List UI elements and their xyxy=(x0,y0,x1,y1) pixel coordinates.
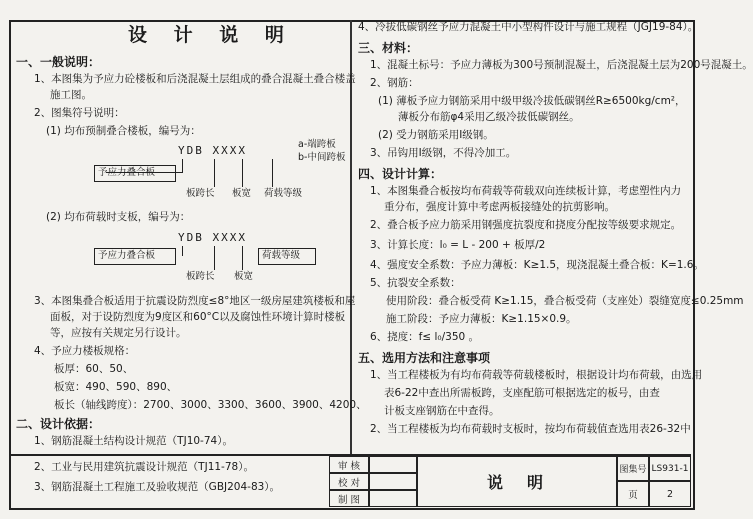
text-line: 1、当工程楼板为有均布荷载等荷载楼板时，根据设计均布荷载，由选用 xyxy=(370,369,703,381)
text-line: 3、本图集叠合板适用于抗震设防烈度≤8°地区一级房屋建筑楼板和屋 xyxy=(34,295,356,307)
code-2-label-2: 板跨长 xyxy=(186,271,215,282)
text-line: 计板支座钢筋在中查得。 xyxy=(384,405,500,417)
code-1: YDB XXXX xyxy=(178,144,247,157)
tb-draw-label: 制 图 xyxy=(329,490,369,507)
leader-line xyxy=(242,159,243,187)
code-1-label-3: 板宽 xyxy=(232,188,252,199)
code-1-a-label: a-端跨板 xyxy=(298,139,336,150)
text-line: 板长（轴线跨度）：2700、3000、3300、3600、3900、4200、 xyxy=(54,399,367,411)
text-line: (2) 受力钢筋采用Ⅰ级钢。 xyxy=(378,129,494,141)
tb-review-value xyxy=(369,456,417,473)
column-divider xyxy=(350,20,352,454)
tb-page-value: 2 xyxy=(649,481,691,507)
text-line: 施工图。 xyxy=(50,89,92,101)
code-2-label-1: 予应力叠合板 xyxy=(98,250,156,261)
text-line: 1、本图集为予应力砼楼板和后浇混凝土层组成的叠合混凝土叠合楼盖 xyxy=(34,73,356,85)
text-line: 2、钢筋： xyxy=(370,77,419,89)
section-1-heading: 一、一般说明： xyxy=(16,55,101,69)
tb-drawing-title: 说 明 xyxy=(417,456,617,507)
text-line: 1、混凝土标号：予应力薄板为300号预制混凝土，后浇混凝土层为200号混凝土。 xyxy=(370,59,753,71)
tb-atlas-value: LS931-1 xyxy=(649,456,691,481)
leader-line xyxy=(214,246,215,270)
page-title: 设 计 说 明 xyxy=(128,24,294,46)
drawing-sheet xyxy=(6,4,753,514)
text-line: 重分布，强度计算中考虑两板接缝处的抗剪影响。 xyxy=(384,201,615,213)
text-line: 3、计算长度：l₀ = L - 200 + 板厚/2 xyxy=(370,239,546,251)
text-line: (2) 均布荷载时支板，编号为： xyxy=(46,211,191,223)
text-line: (1) 薄板予应力钢筋采用中级甲级冷拔低碳钢丝R≥6500kg/cm²， xyxy=(378,95,686,107)
leader-line xyxy=(214,159,215,187)
text-line: 1、钢筋混凝土结构设计规范（TJ10-74）。 xyxy=(34,435,233,447)
leader-line xyxy=(182,246,183,256)
code-2-label-3: 板宽 xyxy=(234,271,254,282)
code-1-label-2: 板跨长 xyxy=(186,188,215,199)
leader-line xyxy=(182,159,183,173)
text-line: (1) 均布预制叠合楼板，编号为： xyxy=(46,125,201,137)
text-line: 施工阶段：予应力薄板：K≥1.15×0.9。 xyxy=(386,313,577,325)
code-1-b-label: b-中间跨板 xyxy=(298,152,346,163)
code-1-label-4: 荷载等级 xyxy=(264,188,303,199)
text-line: 3、钢筋混凝土工程施工及验收规范（GBJ204-83）。 xyxy=(34,481,281,493)
section-4-heading: 四、设计计算： xyxy=(358,167,443,181)
text-line: 等，应按有关规定另行设计。 xyxy=(50,327,187,339)
text-line: 6、挠度：f≤ l₀/350 。 xyxy=(370,331,480,343)
text-line: 面板，对于设防烈度为9度区和60°C以及腐蚀性环境计算时楼板 xyxy=(50,311,346,323)
text-line: 板厚：60、50、 xyxy=(54,363,134,375)
text-line: 1、本图集叠合板按均布荷载等荷载双向连续板计算，考虑塑性内力 xyxy=(370,185,682,197)
text-line: 4、强度安全系数：予应力薄板：K≥1.5，现浇混凝土叠合板：K=1.6。 xyxy=(370,259,704,271)
text-line: 板宽：490、590、890、 xyxy=(54,381,178,393)
tb-page-label: 页 xyxy=(617,481,649,507)
code-2: YDB XXXX xyxy=(178,231,247,244)
text-line: 5、抗裂安全系数： xyxy=(370,277,461,289)
section-3-heading: 三、材料： xyxy=(358,41,419,55)
code-1-label-1: 予应力叠合板 xyxy=(98,167,156,178)
tb-review-label: 审 核 xyxy=(329,456,369,473)
tb-check-label: 校 对 xyxy=(329,473,369,490)
leader-line xyxy=(242,246,243,270)
text-line: 4、予应力楼板规格： xyxy=(34,345,136,357)
section-2-heading: 二、设计依据： xyxy=(16,417,101,431)
text-line: 2、工业与民用建筑抗震设计规范（TJ11-78）。 xyxy=(34,461,254,473)
text-line: 4、冷拔低碳钢丝予应力混凝土中小型构件设计与施工规程（JGJ19-84）。 xyxy=(358,21,699,33)
leader-line xyxy=(272,159,273,187)
tb-check-value xyxy=(369,473,417,490)
tb-draw-value xyxy=(369,490,417,507)
tb-atlas-label: 图集号 xyxy=(617,456,649,481)
text-line: 3、吊钩用Ⅰ级钢，不得冷加工。 xyxy=(370,147,517,159)
text-line: 薄板分布筋φ4采用乙级冷拔低碳钢丝。 xyxy=(398,111,580,123)
text-line: 2、图集符号说明： xyxy=(34,107,125,119)
section-5-heading: 五、选用方法和注意事项 xyxy=(358,351,491,365)
text-line: 表6-22中查出所需板跨，支座配筋可根据选定的板号，由查 xyxy=(384,387,660,399)
text-line: 2、叠合板予应力筋采用钢强度抗裂度和挠度分配按等级要求规定。 xyxy=(370,219,682,231)
code-2-label-4: 荷载等级 xyxy=(262,250,301,261)
text-line: 使用阶段：叠合板受荷 K≥1.15，叠合板受荷（支座处）裂缝宽度≤0.25mm xyxy=(386,295,744,307)
text-line: 2、当工程楼板为均布荷载时支板时，按均布荷载值查选用表26-32中 xyxy=(370,423,691,435)
